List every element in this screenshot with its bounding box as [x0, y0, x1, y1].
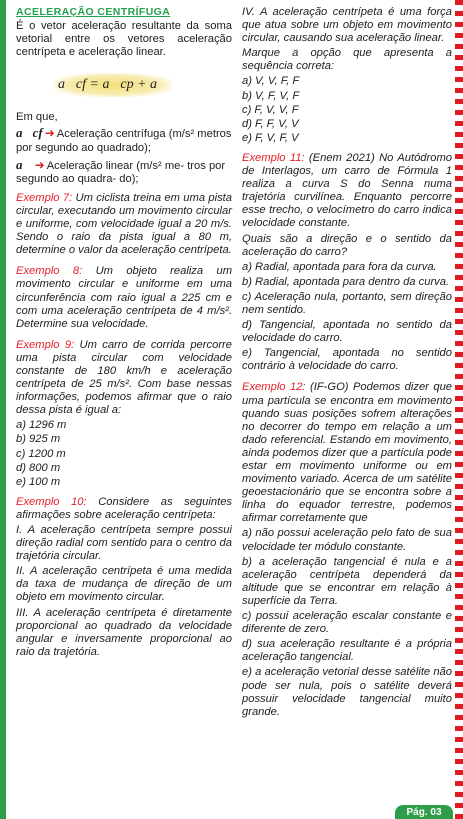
option-d: d) sua aceleração resultante é a própria aceleração tangencial. — [242, 638, 452, 664]
example-9-label: Exemplo 9: — [16, 338, 75, 351]
example-8-text: Um objeto realiza um movimento circular e uniforme em uma circunferência com raio igual a 225 cm e com uma aceleração centrípeta de 4 m/s². Determine sua velocidade. — [16, 265, 233, 330]
definition-a — [16, 158, 232, 186]
statement-ii: II. A aceleração centrípeta é uma medida da taxa de mudança de direção de um objeto em movimento circular. — [16, 565, 232, 604]
example-9-options — [16, 419, 232, 488]
definition-a-text: Aceleração linear (m/s² me- tros por segundo ao quadra- do); — [16, 159, 226, 185]
symbol-acf: a⃗cf — [16, 125, 43, 141]
example-7-label: Exemplo 7: — [16, 191, 73, 204]
example-10-options — [242, 75, 452, 144]
option-a: a) não possui aceleração pelo fato de sua velocidade ter módulo constante. — [242, 527, 452, 553]
option-a: a) 1296 m — [16, 419, 67, 432]
example-8 — [16, 265, 232, 330]
example-12-options — [242, 527, 452, 718]
option-d: d) F, F, V, V — [242, 117, 299, 130]
example-7-text: Um ciclista treina em uma pista circular, executando um movimento circular e uniforme, com velocidade igual a 20 m/s. Sendo o raio da pista igual a 80 m, determine o valor da aceleração centrípeta. — [16, 191, 233, 257]
option-e: e) F, V, F, V — [242, 131, 299, 144]
example-9 — [16, 339, 232, 418]
intro-text: É o vetor aceleração resultante da soma vetorial entre os vetores aceleração centrípeta e aceleração linear. — [16, 20, 232, 59]
option-e: e) 100 m — [16, 475, 61, 488]
example-12-label: Exemplo 12: — [242, 381, 306, 394]
option-c: c) 1200 m — [16, 447, 66, 460]
example-11-label: Exemplo 11: — [242, 151, 305, 164]
symbol-a: a⃗ — [16, 156, 33, 172]
option-e: e) Tangencial, apontada no sentido contrário à velocidade do carro. — [242, 347, 452, 373]
example-7 — [16, 192, 232, 257]
example-9-text: Um carro de corrida percorre uma pista circular com velocidade constante de 180 km/h e aceleração centrípeta de 25 m/s². Com base nessas informações, podemos afirmar que o raio dessa pista é igual a: — [16, 338, 232, 417]
example-10 — [16, 496, 232, 522]
example-11 — [242, 152, 452, 231]
example-10-text: Considere as seguintes afirmações sobre aceleração centrípeta: — [16, 495, 233, 521]
option-b: b) Radial, apontada para dentro da curva. — [242, 275, 450, 288]
option-a: a) V, V, F, F — [242, 75, 300, 88]
section-heading: ACELERAÇÃO CENTRÍFUGA — [16, 6, 171, 18]
statement-iv: IV. A aceleração centrípeta é uma força que atua sobre um objeto em movimento circular, causando sua aceleração linear. — [242, 6, 452, 45]
example-11-text: (Enem 2021) No Autódromo de Interlagos, um carro de Fórmula 1 realiza a curva S do Senna numa trajetória curvilínea. Enquanto percorre esse trecho, o velocímetro do carro indica velocidade constante. — [242, 151, 453, 230]
formula: a⃗cf = a⃗cp + a⃗ — [54, 73, 172, 97]
right-column — [242, 6, 452, 721]
option-e: e) a aceleração vetorial desse satélite não pode ser nula, pois o satélite deverá possuir velocidade tangencial muito grande. — [242, 666, 452, 718]
option-a: a) Radial, apontada para fora da curva. — [242, 260, 437, 273]
em-que-label: Em que, — [16, 111, 58, 124]
option-c: c) possui aceleração escalar constante e diferente de zero. — [242, 610, 452, 636]
page-number-tab: Pág. 03 — [395, 805, 453, 819]
option-d: d) Tangencial, apontada no sentido da velocidade do carro. — [242, 319, 452, 345]
example-12-text: (IF-GO) Podemos dizer que uma partícula se encontra em movimento quando suas posições sofrem alterações no decorrer do tempo em relação a um dado referencial. Estando em movimento, ainda podemos dizer que a partícula pode estar em movimento uniforme ou em movimento variado. Acerca de um satélite geoestacionário que se encontra sobre a linha do equador terrestre, podemos afirmar corretamente que — [242, 381, 453, 525]
definition-cf-text: Aceleração centrífuga (m/s² metros por segundo ao quadrado); — [16, 128, 232, 154]
example-12 — [242, 381, 452, 525]
option-d: d) 800 m — [16, 461, 61, 474]
example-11-question: Quais são a direção e o sentido da aceleração do carro? — [242, 232, 452, 258]
option-b: b) 925 m — [16, 433, 61, 446]
arrow-icon: ➜ — [34, 157, 45, 172]
option-c: c) F, V, V, F — [242, 103, 299, 116]
example-8-label: Exemplo 8: — [16, 265, 83, 278]
option-b: b) a aceleração tangencial é nula e a aceleração centrípeta dependerá da altitude que se encontrar em relação à superfície da Terra. — [242, 555, 452, 607]
arrow-icon: ➜ — [44, 126, 55, 141]
statement-iii: III. A aceleração centrípeta é diretamente proporcional ao quadrado da velocidade angular e inversamente proporcional ao raio da trajetória. — [16, 606, 232, 658]
decorative-edge-dots — [455, 0, 463, 819]
example-11-options — [242, 261, 452, 374]
option-c: c) Aceleração nula, portanto, sem direção nem sentido. — [242, 290, 452, 316]
statement-i: I. A aceleração centrípeta sempre possui direção radial com sentido para o centro da trajetória circular. — [16, 524, 232, 563]
left-column — [16, 6, 232, 661]
option-b: b) V, F, V, F — [242, 89, 300, 102]
example-10-label: Exemplo 10: — [16, 495, 87, 508]
definition-cf — [16, 126, 232, 154]
example-10-prompt: Marque a opção que apresenta a sequência correta: — [242, 47, 452, 73]
